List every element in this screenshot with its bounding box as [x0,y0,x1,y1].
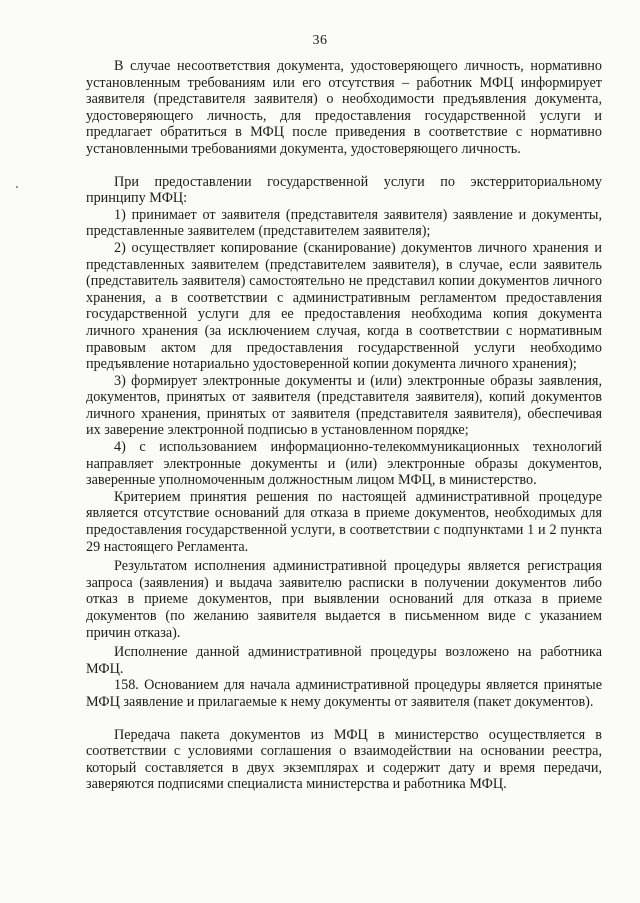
paragraph-executor: Исполнение данной административной процедуры возложено на работника МФЦ. [86,644,602,677]
paragraph-decision-criterion: Критерием принятия решения по настоящей административной процедуре является отсутствие оснований для отказа в приеме документов, необходимых для предоставления государственной услуги, в соответствии с подпунктами 1 и 2 пункта 29 настоящего Регламента. [86,488,602,555]
page-number: 36 [312,33,328,48]
scan-speck [16,186,18,188]
paragraph-158: 158. Основанием для начала административной процедуры является принятые МФЦ заявление и прилагаемые к нему документы от заявителя (пакет документов). [86,677,602,710]
paragraph-document-transfer: Передача пакета документов из МФЦ в министерство осуществляется в соответствии с условиями соглашения о взаимодействии на основании реестра, который составляется в двух экземплярах и содержит дату и время передачи, заверяются подписями специалиста министерства и работника МФЦ. [86,726,602,793]
paragraph-extraterritorial-intro: При предоставлении государственной услуги по экстерриториальному принципу МФЦ: [86,173,602,207]
list-item-4: 4) с использованием информационно-телекоммуникационных технологий направляет электронные документы и (или) электронные образы документов, заверенные уполномоченным должностным лицом МФЦ, в министерство. [86,439,602,489]
list-item-1: 1) принимает от заявителя (представителя заявителя) заявление и документы, представленные заявителем (представителем заявителя); [86,206,602,240]
document-body [86,58,602,793]
list-item-2: 2) осуществляет копирование (сканирование) документов личного хранения и представленных заявителем (представителем заявителя), в случае, если заявитель (представитель заявителя) самостоятельно не представил копии документов личного хранения, а в соответствии с административным регламентом предоставления государственной услуги для ее предоставления необходима копия документа личного хранения (за исключением случая, когда в соответствии с нормативным правовым актом для предоставления государственной услуги необходимо предъявление нотариально удостоверенной копии документа личного хранения); [86,239,602,373]
list-item-3: 3) формирует электронные документы и (или) электронные образы заявления, документов, принятых от заявителя (представителя заявителя), копий документов личного хранения, принятых от заявителя (представителя заявителя), обеспечивая их заверение электронной подписью в установленном порядке; [86,372,602,439]
paragraph-procedure-result: Результатом исполнения административной процедуры является регистрация запроса (заявления) и выдача заявителю расписки в получении документов либо отказ в приеме документов, при выявлении оснований для отказа в приеме документов (по желанию заявителя выдается в письменном виде с указанием причин отказа). [86,558,602,641]
paragraph-identity-document: В случае несоответствия документа, удостоверяющего личность, нормативно установленным требованиям или его отсутствия – работник МФЦ информирует заявителя (представителя заявителя) о необходимости предъявления документа, удостоверяющего личность, для предоставления государственной услуги и предлагает обратиться в МФЦ после приведения в соответствие с нормативно установленными требованиями документа, удостоверяющего личность. [86,58,602,157]
